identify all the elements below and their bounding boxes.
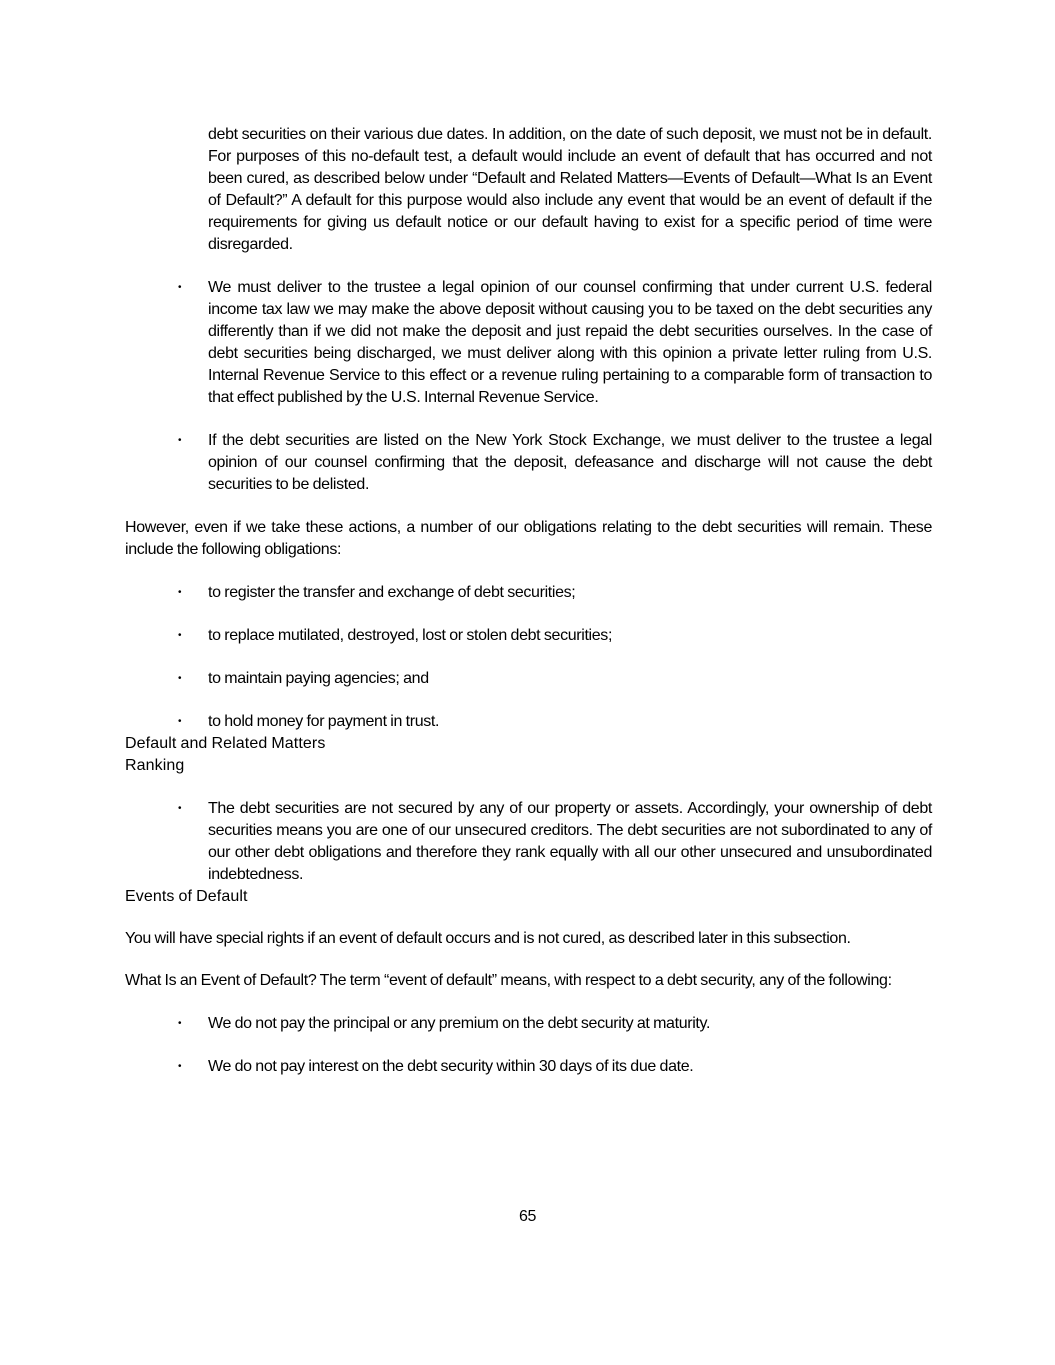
obligation-text: to replace mutilated, destroyed, lost or stolen debt securities; — [208, 627, 613, 644]
event-item-principal — [178, 1013, 932, 1035]
bullet-icon: • — [178, 1018, 182, 1029]
obligation-text: to register the transfer and exchange of debt securities; — [208, 584, 576, 601]
bullet-icon: • — [178, 716, 182, 727]
condition-text: We must deliver to the trustee a legal opinion of our counsel confirming that under current U.S. federal income tax law we may make the above deposit without causing you to be taxed on the debt securities any differently than if we did not make the deposit and just repaid the debt securities ourselves. In the case of debt securities being discharged, we must deliver along with this opinion a private letter ruling from U.S. Internal Revenue Service to this effect or a revenue ruling pertaining to a comparable form of transaction to that effect published by the U.S. Internal Revenue Service. — [208, 279, 932, 406]
condition-item-tax-opinion — [178, 277, 932, 409]
section-heading-ranking: Ranking — [125, 757, 185, 774]
bullet-icon: • — [178, 630, 182, 641]
page-number: 65 — [518, 1208, 537, 1225]
continued-paragraph: debt securities on their various due dates. In addition, on the date of such deposit, we must not be in default. For purposes of this no-default test, a default would include an event of default that has occurred and not been cured, as described below under “Default and Related Matters—Events of Default—What Is an Event of Default?” A default for this purpose would also include any event that would be an event of default if the requirements for giving us default notice or our default having to exist for a specific period of time were disregarded. — [208, 126, 932, 253]
obligation-item-replace — [178, 625, 932, 647]
obligation-item-register — [178, 582, 932, 604]
event-text: We do not pay the principal or any premium on the debt security at maturity. — [208, 1015, 711, 1032]
bullet-icon: • — [178, 587, 182, 598]
section-heading-events: Events of Default — [125, 888, 248, 905]
definition-paragraph: What Is an Event of Default? The term “event of default” means, with respect to a debt security, any of the following: — [125, 972, 892, 989]
event-text: We do not pay interest on the debt security within 30 days of its due date. — [208, 1058, 694, 1075]
events-paragraph: You will have special rights if an event of default occurs and is not cured, as described later in this subsection. — [125, 930, 851, 947]
event-item-interest — [178, 1056, 932, 1078]
ranking-text: The debt securities are not secured by any of our property or assets. Accordingly, your ownership of debt securities means you are one of our unsecured creditors. The debt securities are not subordinated to any of our other debt obligations and therefore they rank equally with all our other unsecured and unsubordinated indebtedness. — [208, 800, 932, 883]
section-heading-default: Default and Related Matters — [125, 735, 326, 752]
bullet-icon: • — [178, 803, 182, 814]
obligations-intro: However, even if we take these actions, a number of our obligations relating to the debt securities will remain. These include the following obligations: — [125, 519, 932, 558]
obligation-item-agencies — [178, 668, 932, 690]
condition-item-nyse-opinion — [178, 430, 932, 496]
obligation-text: to hold money for payment in trust. — [208, 713, 440, 730]
obligation-text: to maintain paying agencies; and — [208, 670, 429, 687]
bullet-icon: • — [178, 435, 182, 446]
bullet-icon: • — [178, 673, 182, 684]
document-page — [125, 124, 932, 1078]
bullet-icon: • — [178, 282, 182, 293]
condition-text: If the debt securities are listed on the New York Stock Exchange, we must deliver to the trustee a legal opinion of our counsel confirming that the deposit, defeasance and discharge will not cause the debt securities to be delisted. — [208, 432, 932, 493]
bullet-icon: • — [178, 1061, 182, 1072]
ranking-item — [178, 798, 932, 886]
obligation-item-trust — [178, 711, 932, 733]
